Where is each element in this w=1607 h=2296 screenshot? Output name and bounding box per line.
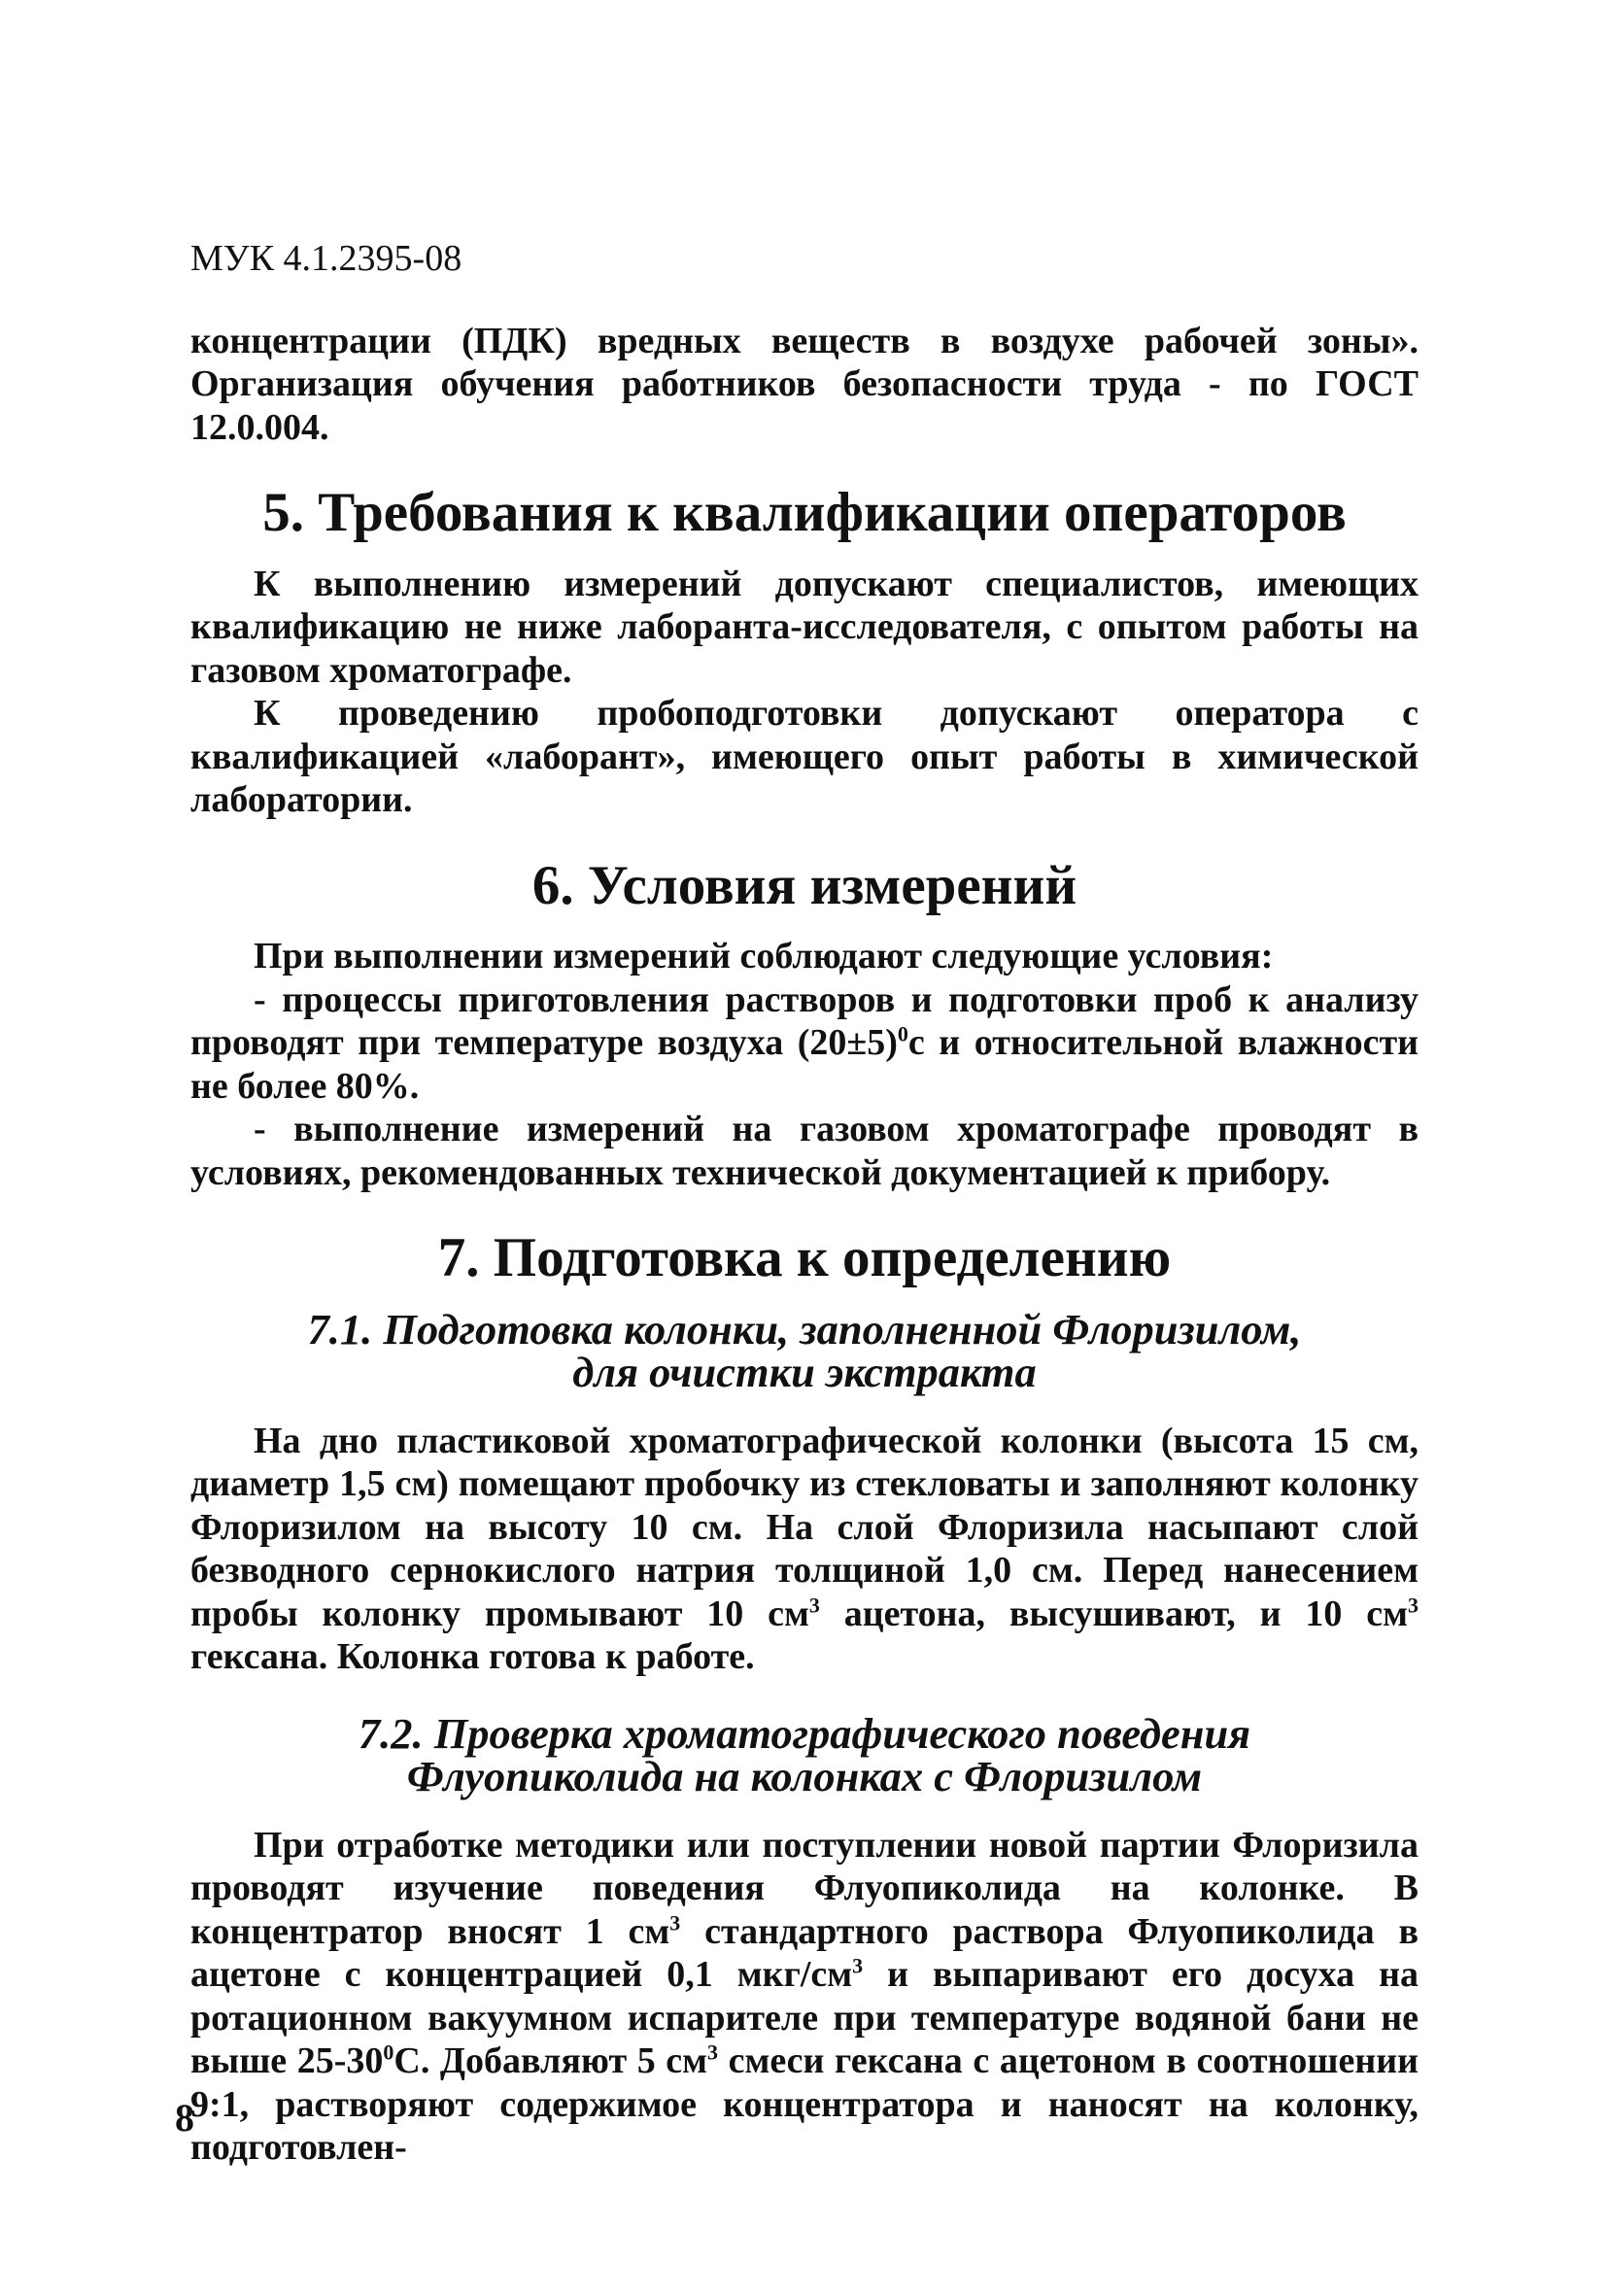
section-6-list-item-2: - выполнение измерений на газовом хроматографе проводят в условиях, рекомендованных технической документацией к прибору. [190, 1109, 1419, 1193]
intro-paragraph: концентрации (ПДК) вредных веществ в воздухе рабочей зоны». Организация обучения работников безопасности труда - по ГОСТ 12.0.004. [190, 320, 1419, 448]
section-5-heading: 5. Требования к квалификации операторов [262, 482, 1347, 543]
section-5-paragraph-1: К выполнению измерений допускают специалистов, имеющих квалификацию не ниже лаборанта-исследователя, с опытом работы на газовом хроматографе. [190, 563, 1419, 691]
text-run: На дно пластиковой хроматографической колонки (высота 15 см, диаметр 1,5 см) помещают пробочку из стекловаты и заполняют колонку Флоризилом на высоту 10 см. На слой Флоризила насыпают слой безводного сернокислого натрия толщиной 1,0 см. Перед нанесением пробы колонку промывают 10 см [190, 1420, 1419, 1634]
subsection-7-1-heading-line-1: 7.1. Подготовка колонки, заполненной Флоризилом, [307, 1304, 1302, 1354]
list-item-1-text: - процессы приготовления растворов и подготовки проб к анализу проводят при температуре воздуха (20±5) [190, 978, 1419, 1063]
document-code: МУК 4.1.2395-08 [190, 238, 462, 279]
section-6-heading: 6. Условия измерений [531, 854, 1077, 916]
superscript: 3 [669, 1909, 681, 1935]
page-number: 8 [175, 2096, 194, 2140]
section-6-list-item-1 [190, 978, 1419, 1109]
degree-superscript: 0 [897, 1021, 908, 1046]
superscript: 3 [808, 1592, 820, 1617]
subsection-7-2-heading-line-2: Флуопиколида на колонках с Флоризилом [406, 1752, 1203, 1800]
superscript: 0 [383, 2039, 394, 2065]
section-5-paragraph-2: К проведению пробоподготовки допускают оператора с квалификацией «лаборант», имеющего опыт работы в химической лаборатории. [190, 693, 1419, 820]
text-run: стандартного раствора Флуопиколида в ацетоне с концентрацией 0,1 мкг/см [190, 1910, 1419, 1995]
superscript: 3 [1408, 1592, 1419, 1617]
text-run: гексана. Колонка готова к работе. [190, 1636, 755, 1677]
superscript: 3 [852, 1953, 864, 1978]
subsection-7-2-paragraph [190, 1824, 1419, 2170]
section-6-paragraph-1: При выполнении измерений соблюдают следующие условия: [254, 936, 1274, 977]
page-content [190, 237, 1419, 2170]
subsection-7-1-heading [190, 1304, 1419, 1396]
section-7-heading: 7. Подготовка к определению [437, 1227, 1172, 1288]
text-run: и выпаривают его досуха на ротационном вакуумном испарителе при температуре водяной бани не выше 25-30 [190, 1954, 1419, 2081]
subsection-7-2-heading-line-1: 7.2. Проверка хроматографического поведения [358, 1708, 1251, 1758]
superscript: 3 [707, 2039, 719, 2065]
text-run: смеси гексана с ацетоном в соотношении 9:1, растворяют содержимое концентратора и наносят на колонку, подготовлен- [190, 2040, 1419, 2168]
text-run: С. Добавляют 5 см [393, 2040, 708, 2081]
subsection-7-1-paragraph [190, 1420, 1419, 1679]
subsection-7-2-heading [190, 1708, 1419, 1800]
subsection-7-1-heading-line-2: для очистки экстракта [572, 1348, 1037, 1396]
text-run: При отработке методики или поступлении новой партии Флоризила проводят изучение поведения Флуопиколида на колонке. В концентратор вносят 1 см [190, 1824, 1419, 1952]
text-run: ацетона, высушивают, и 10 см [819, 1593, 1408, 1634]
list-item-1-text-end: с и относительной влажности не более 80%. [190, 1022, 1419, 1107]
